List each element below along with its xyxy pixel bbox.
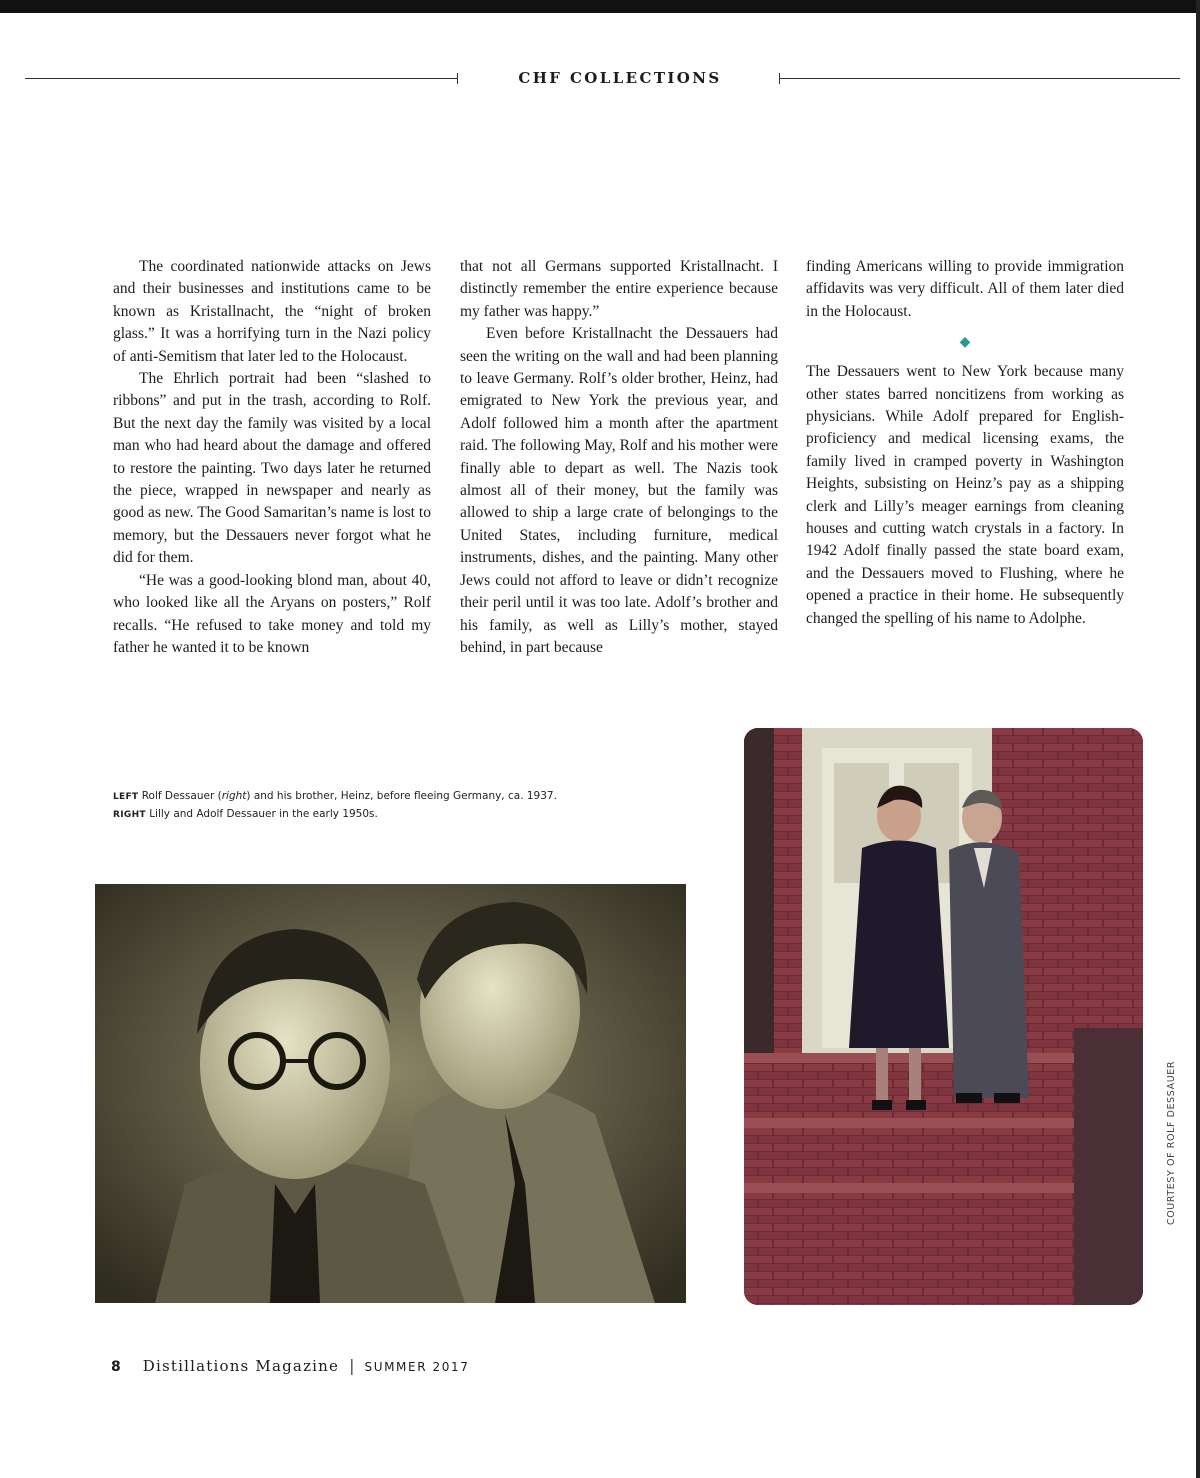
photo-credit: COURTESY OF ROLF DESSAUER <box>1166 1060 1177 1225</box>
caption-left <box>113 788 593 806</box>
page-footer <box>111 1356 469 1375</box>
caption-right-label: RIGHT <box>113 810 146 820</box>
page-number: 8 <box>111 1359 121 1375</box>
scan-right-border <box>1196 0 1200 1478</box>
photo-rolf-and-heinz-image <box>95 884 686 1303</box>
paragraph: Even before Kristallnacht the Dessauers had seen the writing on the wall and had been planning to leave Germany. Rolf’s older brother, Heinz, had emigrated to New York the previous year, and Adolf followed him a month after the apartment raid. The following May, Rolf and his mother were finally able to depart as well. The Nazis took almost all of their money, but the family was allowed to ship a large crate of belongings to the United States, including furniture, medical instruments, dishes, and the painting. Many other Jews could not afford to leave or didn’t recognize their peril until it was too late. Adolf’s brother and his family, as well as Lilly’s mother, stayed behind, in part because <box>460 325 778 656</box>
scan-top-border <box>0 0 1200 13</box>
magazine-name: Distillations Magazine <box>142 1357 340 1375</box>
caption-right <box>113 806 593 824</box>
article-column-2 <box>460 256 778 659</box>
photo-lilly-and-adolf-image <box>744 728 1143 1305</box>
photo-caption <box>113 788 593 824</box>
caption-left-text-b: ) and his brother, Heinz, before fleeing Germany, ca. 1937. <box>246 790 557 802</box>
section-title: CHF COLLECTIONS <box>518 69 722 87</box>
header-rule-left <box>25 78 457 79</box>
paragraph: The Dessauers went to New York because many other states barred noncitizens from working as physicians. While Adolf prepared for English-proficiency and medical licensing exams, the family lived in cramped poverty in Washington Heights, subsisting on Heinz’s pay as a shipping clerk and Lilly’s meager earnings from cleaning houses and cutting watch crystals in a factory. In 1942 Adolf finally passed the state board exam, and the Dessauers moved to Flushing, where he opened a practice in their home. He subsequently changed the spelling of his name to Adolphe. <box>806 363 1124 627</box>
caption-left-label: LEFT <box>113 792 139 802</box>
section-divider-diamond-icon: ◆ <box>959 335 971 351</box>
paragraph: The Ehrlich portrait had been “slashed to ribbons” and put in the trash, according to Rolf. But the next day the family was visited by a local man who had heard about the damage and offered to restore the painting. Two days later he returned the piece, wrapped in newspaper and nearly as good as new. The Good Samaritan’s name is lost to memory, but the Dessauers never forgot what he did for them. <box>113 370 431 567</box>
photo-lilly-and-adolf <box>744 728 1143 1305</box>
issue-date: SUMMER 2017 <box>364 1360 470 1374</box>
header-rule-right <box>780 78 1180 79</box>
caption-left-italic: right <box>221 790 247 802</box>
caption-left-text-a: Rolf Dessauer ( <box>141 790 222 802</box>
paragraph: “He was a good-looking blond man, about 40, who looked like all the Aryans on posters,” Rolf recalls. “He refused to take money and told my father he wanted it to be known <box>113 571 431 656</box>
photo-rolf-and-heinz <box>95 884 686 1303</box>
caption-right-text: Lilly and Adolf Dessauer in the early 1950s. <box>149 808 378 820</box>
footer-separator: | <box>349 1356 355 1375</box>
article-column-1 <box>113 256 431 659</box>
paragraph: The coordinated nationwide attacks on Jews and their businesses and institutions came to be known as Kristallnacht, the “night of broken glass.” It was a horrifying turn in the Nazi policy of anti-Semitism that later led to the Holocaust. <box>113 258 431 365</box>
header-rule-tick-left <box>457 73 458 84</box>
article-column-3 <box>806 256 1124 630</box>
paragraph: that not all Germans supported Kristallnacht. I distinctly remember the entire experience because my father was happy.” <box>460 258 778 320</box>
paragraph: finding Americans willing to provide immigration affidavits was very difficult. All of them later died in the Holocaust. <box>806 258 1124 320</box>
